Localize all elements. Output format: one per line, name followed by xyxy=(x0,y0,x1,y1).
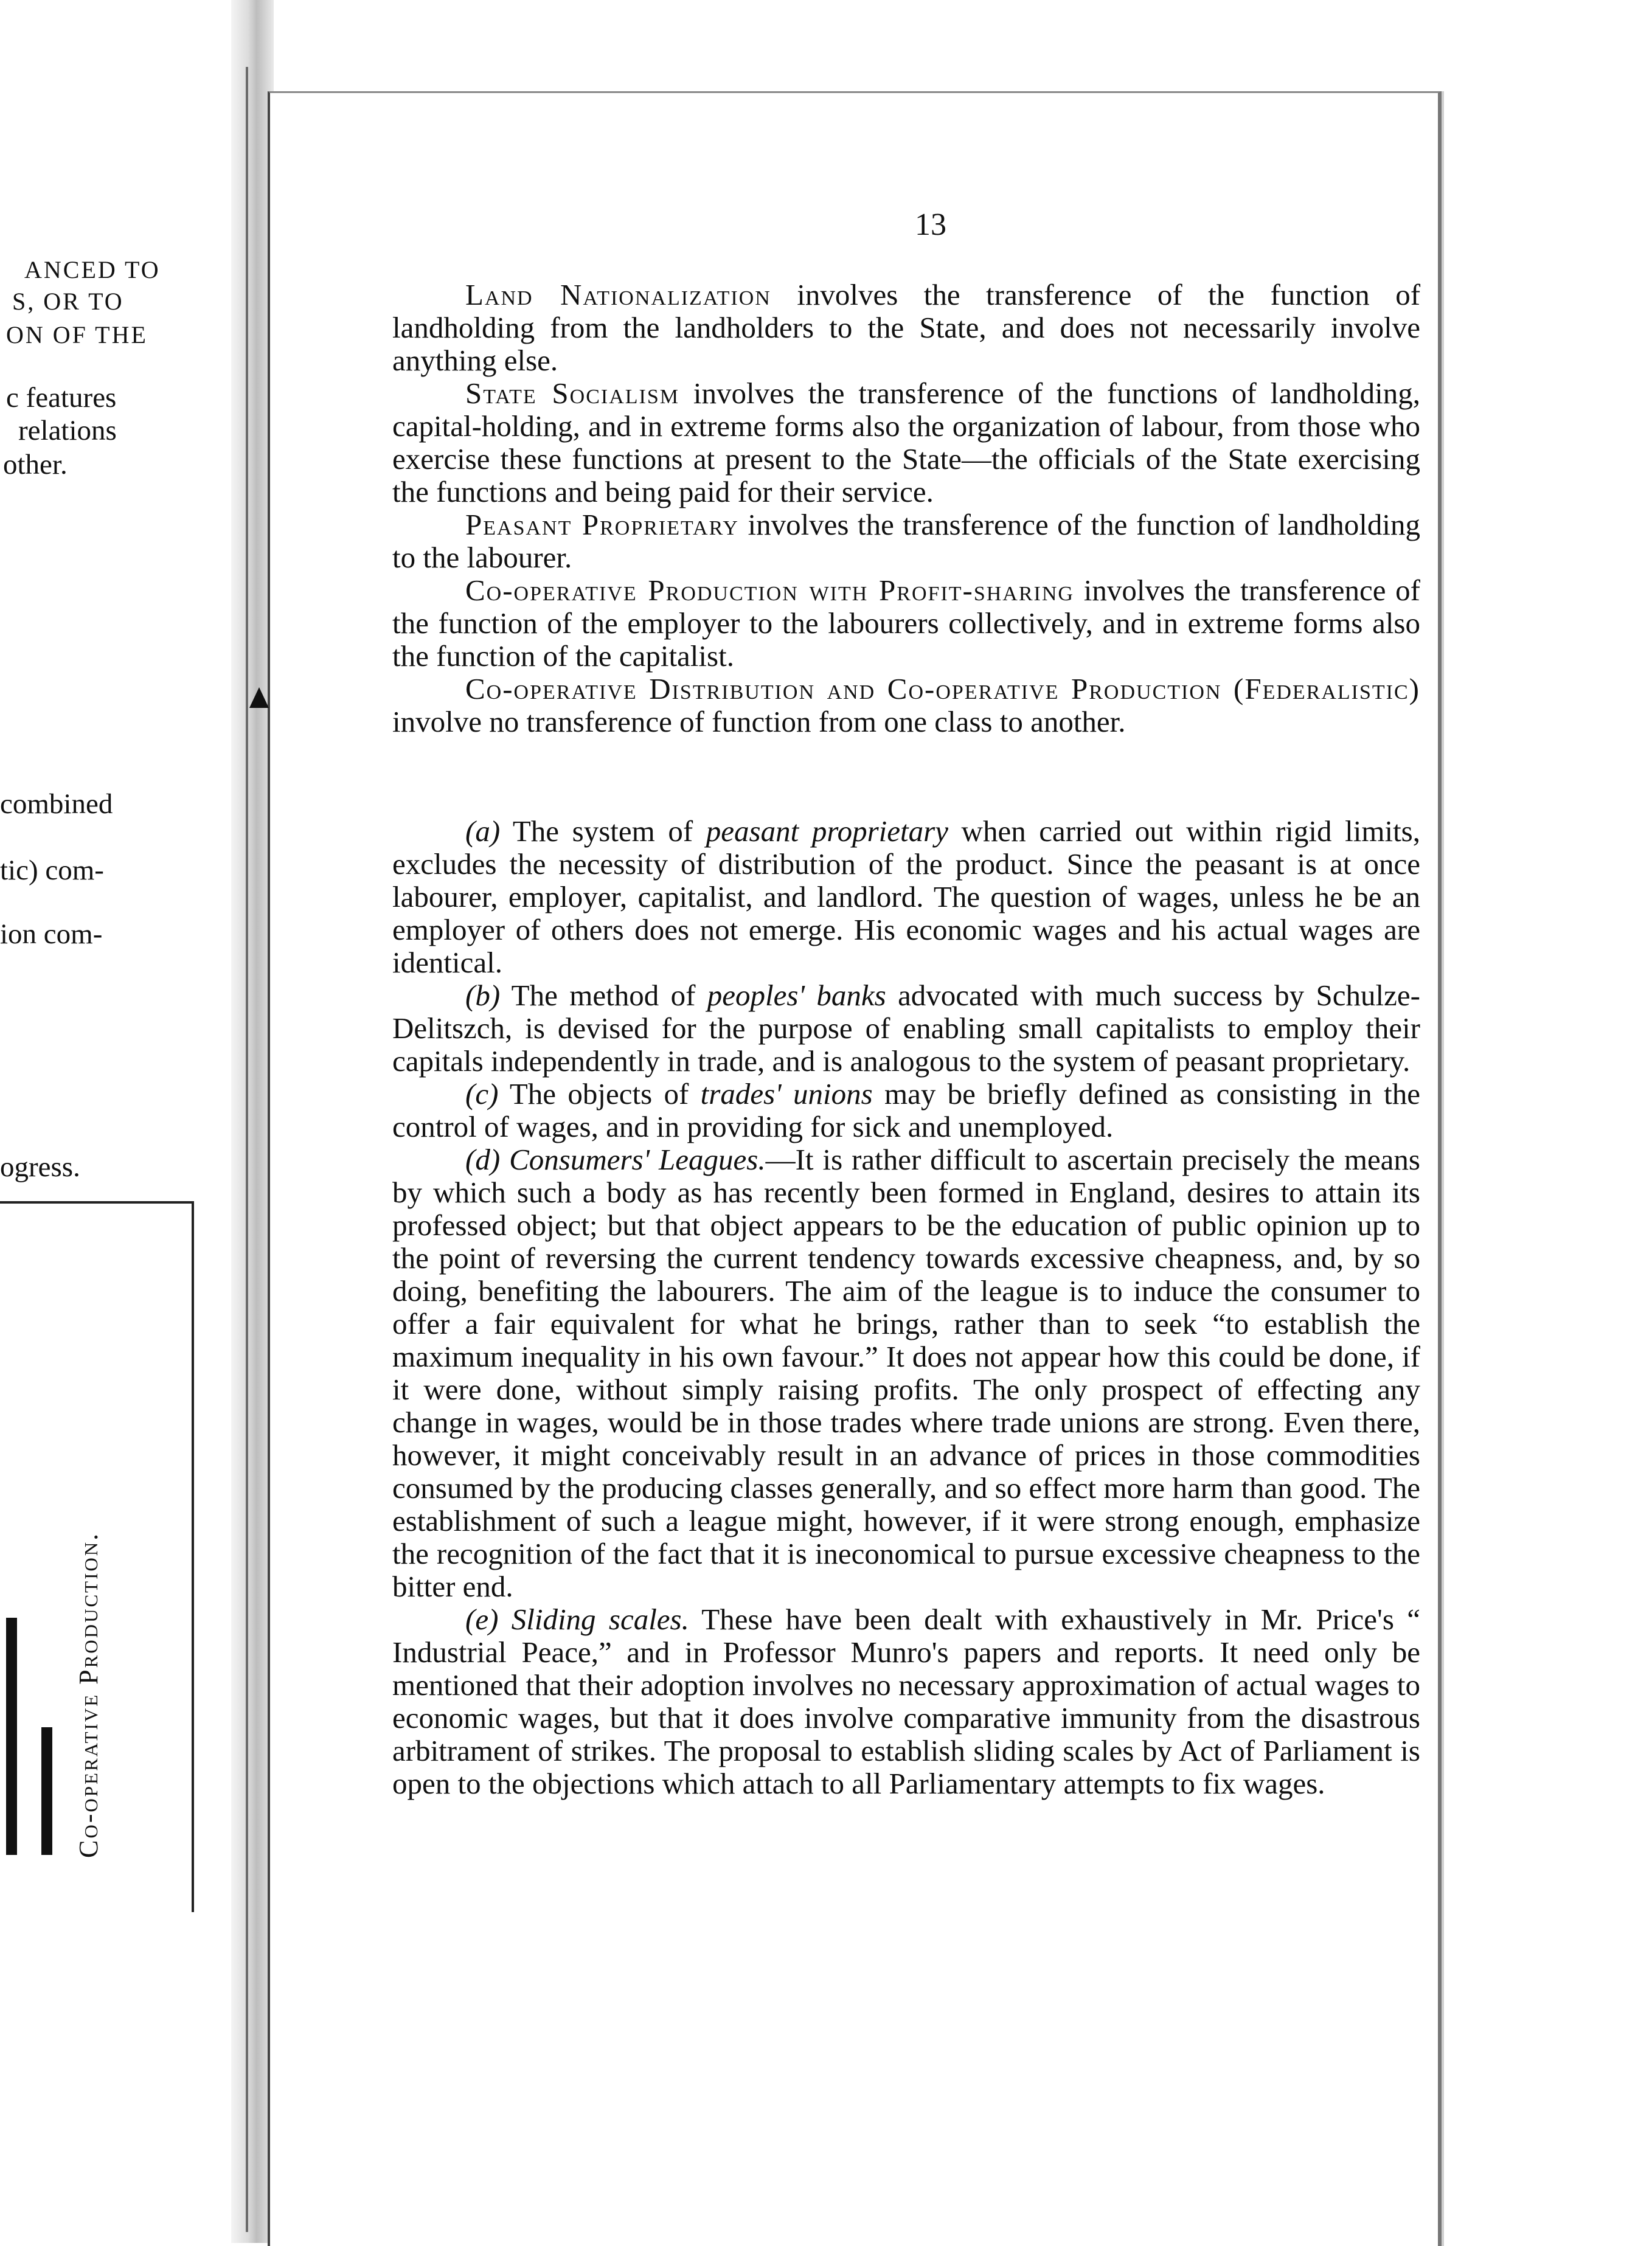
note-emphasis: peoples' banks xyxy=(707,979,886,1012)
diagram-bar xyxy=(6,1618,17,1855)
note-text: The objects of xyxy=(498,1077,701,1111)
left-fragment: tic) com- xyxy=(0,854,104,886)
note-text: when carried out within rigid limits, excludes the necessity of distribution of the product. Since the peasant is at once labourer, employer, capitalist, and landlord. The question of wages, unless he be an employer of others does not emerge. His economic wages and his actual wages are identical. xyxy=(392,814,1420,979)
left-fragment: ON OF THE xyxy=(6,321,148,348)
definitions-section xyxy=(392,279,1420,738)
note-paragraph xyxy=(392,1078,1420,1143)
note-text: The system of xyxy=(500,814,706,848)
note-paragraph xyxy=(392,1603,1420,1800)
definition-text: involve no transference of function from one class to another. xyxy=(392,705,1126,738)
left-fragment: ANCED TO xyxy=(24,256,161,283)
definition-term: Co-operative Production with Profit-sharing xyxy=(465,574,1074,607)
note-label: (d) xyxy=(465,1143,501,1176)
definition-paragraph xyxy=(392,673,1420,738)
definition-paragraph xyxy=(392,377,1420,508)
left-fragment: relations xyxy=(18,415,117,446)
margin-mark xyxy=(249,687,269,708)
definition-term: Peasant Proprietary xyxy=(465,508,739,541)
left-fragment: ogress. xyxy=(0,1151,80,1183)
definition-text: involves the transference of the function of landholding to the labourer. xyxy=(392,508,1420,574)
note-paragraph xyxy=(392,1143,1420,1603)
definition-text: involves the transference of the function of the employer to the labourers collectively, and in extreme forms also the function of the capitalist. xyxy=(392,574,1420,673)
note-text: The method of xyxy=(500,979,707,1012)
definition-paragraph xyxy=(392,508,1420,574)
note-text: —It is rather difficult to ascertain precisely the means by which such a body as has recently been formed in England, desires to attain its professed object; but that object appears to be the education of public opinion up to the point of reversing the current tendency towards excessive cheapness, and, by so doing, benefiting the labourers. The aim of the league is to induce the consumer to offer a fair equivalent for what he brings, rather than to seek “to establish the maximum inequality in his own favour.” It does not appear how this could be done, if it were done, without simply raising profits. The only prospect of effecting any change in wages, would be in those trades where trade unions are strong. Even there, however, it might conceivably result in an advance of prices in those commodities consumed by the producing classes generally, and so effect more harm than good. The establishment of such a league might, however, if it were strong enough, emphasize the recognition of the fact that it is ineconomical to pursue excessive cheapness to the bitter end. xyxy=(392,1143,1421,1603)
diagram-label: Co-operative Production. xyxy=(74,1531,103,1858)
page-number: 13 xyxy=(915,207,946,242)
definition-paragraph xyxy=(392,574,1420,673)
definition-term: State Socialism xyxy=(465,376,680,410)
definition-text: involves the transference of the function of landholding from the landholders to the State, and does not necessarily involve anything else. xyxy=(392,278,1421,377)
note-text xyxy=(498,1603,511,1636)
left-fragment: combined xyxy=(0,788,113,820)
note-label: (a) xyxy=(465,814,501,848)
gutter-line xyxy=(246,67,248,2232)
note-paragraph xyxy=(392,979,1420,1078)
left-fragment: other. xyxy=(3,449,68,480)
note-text: may be briefly defined as consisting in the control of wages, and in providing for sick and unemployed. xyxy=(392,1077,1420,1143)
diagram-bar xyxy=(41,1727,52,1855)
note-text: These have been dealt with exhaustively in Mr. Price's “ Industrial Peace,” and in Professor Munro's papers and reports. It need only be mentioned that their adoption involves no necessary approximation of actual wages to economic wages, but that it does involve comparative immunity from the disastrous arbitrament of strikes. The proposal to establish sliding scales by Act of Parliament is open to the objections which attach to all Parliamentary attempts to fix wages. xyxy=(392,1603,1420,1800)
left-fragment: ion com- xyxy=(0,918,103,950)
note-emphasis: peasant proprietary xyxy=(706,814,948,848)
notes-section xyxy=(392,815,1420,1800)
definition-term: Land Nationalization xyxy=(465,278,771,311)
definition-term: Co-operative Distribution and Co-operative Production (Federalistic) xyxy=(465,672,1420,705)
note-label: (c) xyxy=(465,1077,499,1111)
note-paragraph xyxy=(392,815,1420,979)
note-label: (e) xyxy=(465,1603,499,1636)
note-label: (b) xyxy=(465,979,501,1012)
note-emphasis: trades' unions xyxy=(700,1077,873,1111)
note-emphasis: Sliding scales. xyxy=(511,1603,689,1636)
note-emphasis: Consumers' Leagues. xyxy=(509,1143,766,1176)
definition-paragraph xyxy=(392,279,1420,377)
left-fragment: c features xyxy=(6,382,117,414)
note-text: advocated with much success by Schulze-Delitszch, is devised for the purpose of enabling small capitalists to employ their capitals independently in trade, and is analogous to the system of peasant proprietary. xyxy=(392,979,1420,1078)
left-fragment: S, OR TO xyxy=(12,288,124,315)
definition-text: involves the transference of the functions of landholding, capital-holding, and in extreme forms also the organization of labour, from those who exercise these functions at present to the State—the officials of the State exercising the functions and being paid for their service. xyxy=(392,376,1421,508)
note-text xyxy=(500,1143,509,1176)
